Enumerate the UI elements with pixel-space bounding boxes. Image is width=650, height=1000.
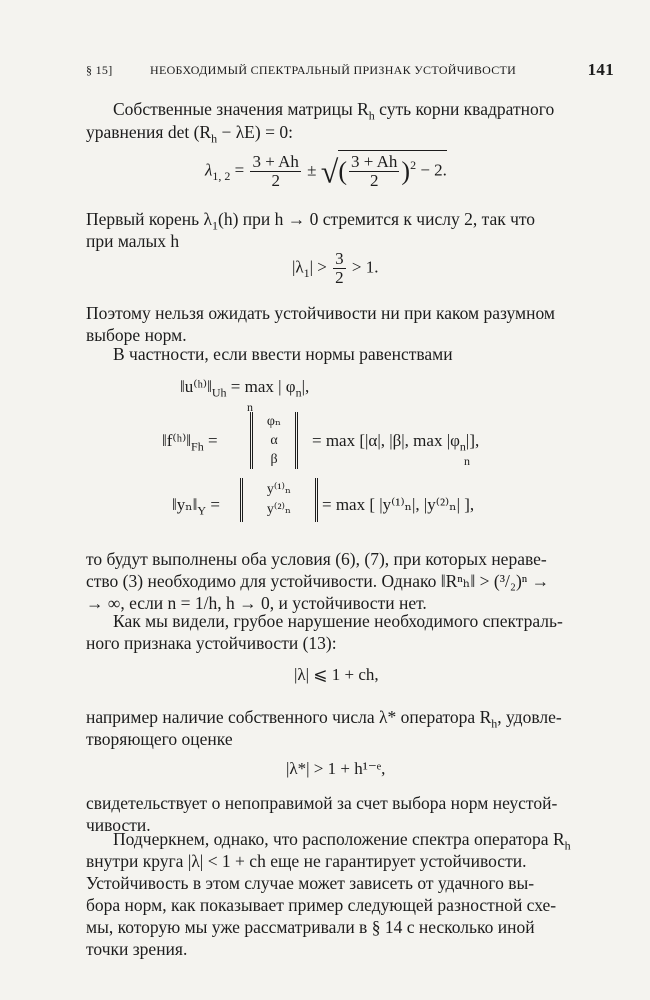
text-line: бора норм, как показывает пример следующей разностной схе- [86, 895, 557, 915]
norm-u-definition: $‖u^(ʰ^)‖_{Uh} = \max$ | $\varphi_n|$, [180, 377, 310, 400]
text-line: Первый корень $\lambda_1(h)$ при h → 0 стремится к числу 2, так что [86, 209, 536, 233]
text-line: Собственные значения матрицы $R_h$ суть корни квадратного [113, 99, 555, 123]
text-line: например наличие собственного числа λ* оператора $R_h$, удовле- [86, 707, 562, 731]
text-line: → ∞, если n = 1/h, h → 0, и устойчивости нет. [86, 593, 427, 613]
max-subscript: n [464, 454, 470, 468]
max-subscript: n [247, 400, 253, 414]
text-line: Поэтому нельзя ожидать устойчивости ни при каком разумном [86, 303, 555, 323]
running-header [86, 60, 614, 82]
norm-y-rhs: = max [ |y⁽¹⁾ₙ|, |y⁽²⁾ₙ| ], [322, 495, 475, 514]
text-line: точки зрения. [86, 939, 188, 959]
text-line: В частности, если ввести нормы равенствами [113, 344, 453, 364]
text-line: при малых h [86, 231, 180, 251]
text-line: Подчеркнем, однако, что расположение спектра оператора $R_h$ [113, 829, 571, 853]
text-line: свидетельствует о непоправимой за счет выбора норм неустой- [86, 793, 558, 813]
text-line: выборе норм. [86, 325, 187, 345]
section-ref: § 15] [86, 63, 113, 77]
text-line: Как мы видели, грубое нарушение необходимого спектраль- [113, 611, 563, 631]
text-line: Устойчивость в этом случае может зависеть от удачного вы- [86, 873, 535, 893]
running-title: НЕОБХОДИМЫЙ СПЕКТРАЛЬНЫЙ ПРИЗНАК УСТОЙЧИВОСТИ [150, 63, 517, 77]
text-line: творяющего оценке [86, 729, 233, 749]
text-line: ство (3) необходимо для устойчивости. Однако ‖Rⁿₕ‖ > (³/₂)ⁿ → [86, 571, 550, 591]
lambda-ch-inequality: |λ| ⩽ 1 + ch, [294, 665, 379, 684]
norm-f-definition: $‖f^(ʰ^)‖_{Fh}$ = [162, 431, 218, 454]
text-line: уравнения $\det (R_h - \lambda E) = 0$: [86, 122, 293, 146]
vector-f: φₙ α β [250, 412, 298, 469]
eigenvalue-formula: $\lambda_{1, 2}$ = $\frac{3 + Ah}{2}$ ± √( $\frac{3 + Ah}{2}$ )$^2$ − 2. [205, 152, 447, 190]
norm-f-rhs: = max [|α|, |β|, $\max |\varphi_n|$], [312, 431, 480, 454]
text-line: чивости. [86, 815, 151, 835]
lambda-star-inequality: |λ*| > 1 + h¹⁻ᵉ, [286, 759, 386, 778]
page-number: 141 [587, 60, 614, 79]
text-line: мы, которую мы уже рассматривали в § 14 с несколько иной [86, 917, 535, 937]
norm-y-definition: $‖y_n‖_Y$ = [172, 495, 220, 518]
vector-y: y⁽¹⁾ₙ y⁽²⁾ₙ [240, 478, 318, 522]
lambda1-inequality: $|\lambda_1|$ > $\frac{3}{2}$ > 1. [292, 249, 379, 287]
text-line: то будут выполнены оба условия (6), (7), при которых нераве- [86, 549, 547, 569]
text-line: внутри круга |λ| < 1 + ch еще не гарантирует устойчивости. [86, 851, 527, 871]
text-line: ного признака устойчивости (13): [86, 633, 337, 653]
